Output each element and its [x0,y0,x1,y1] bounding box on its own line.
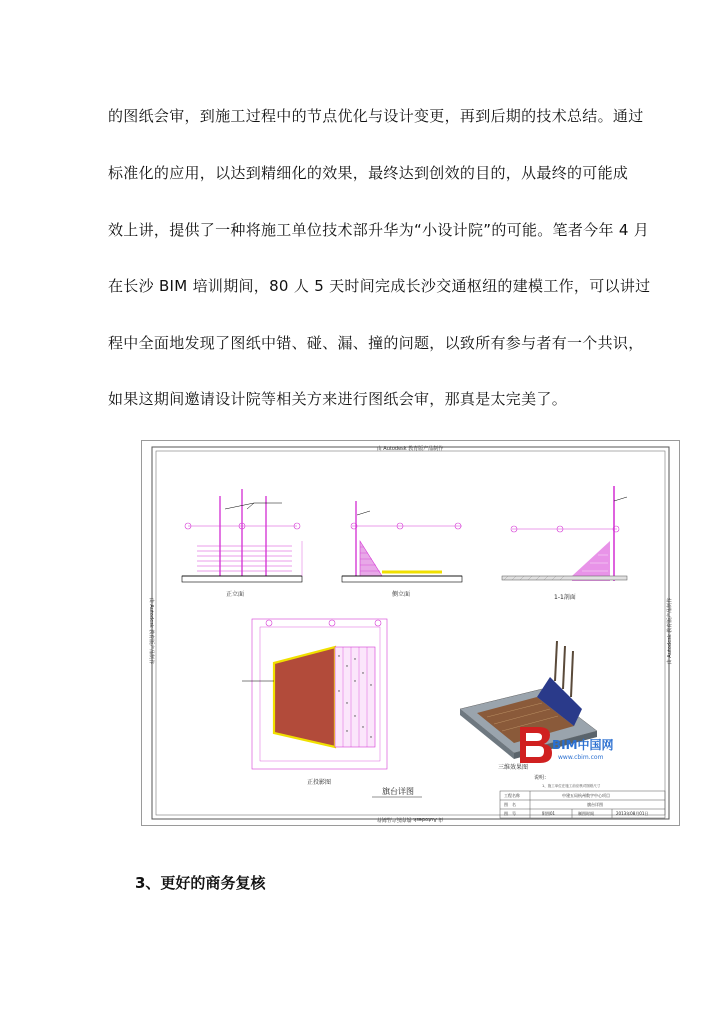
tb-date-value: 2013年08月01日 [616,811,649,816]
paragraph-line: 在长沙 BIM 培训期间，80 人 5 天时间完成长沙交通枢纽的建模工作，可以讲过 [108,277,651,295]
paragraph-line: 效上讲，提供了一种将施工单位技术部升华为“小设计院”的可能。笔者今年 4 月 [108,221,650,239]
notes-label: 说明： [534,775,550,781]
outer-frame [152,447,669,819]
tb-date-label: 制图时间 [578,811,594,816]
section-1-1-label: 1-1剖面 [554,594,576,601]
three-d-label: 三维效果图 [498,764,529,771]
side-elevation-label: 侧立面 [392,591,411,598]
drawing-canvas [142,441,679,825]
tb-project-value: 中建五局杭州数字中心项目 [562,793,610,798]
paragraph-line: 标准化的应用，以达到精细化的效果，最终达到创效的目的，从最终的可能成 [108,164,629,182]
bottom-watermark: 由 Autodesk 教育版产品制作 [376,816,444,822]
paragraph-line: 如果这期间邀请设计院等相关方来进行图纸会审，那真是太完美了。 [108,390,568,408]
drawing-title: 旗台详图 [382,787,414,796]
front-projection-view [242,619,387,786]
notes-text: 1、施工单位在施工前应核对图纸尺寸 [542,784,601,788]
right-watermark: 由 Autodesk 教育版产品制作 [667,597,673,665]
tb-number-value: 附图01 [542,811,556,816]
front-elevation-label: 正立面 [226,591,245,598]
tb-drawing-label: 图 名 [504,802,516,807]
section-1-1-view [502,486,627,601]
front-elevation-view [182,489,302,598]
side-elevation-view [342,501,462,598]
tb-project-label: 工程名称 [504,793,520,798]
top-watermark: 由 Autodesk 教育版产品制作 [376,446,444,452]
logo-url-text: www.cbim.com [558,754,604,761]
cad-drawing-figure [141,440,680,826]
tb-number-label: 图 号 [504,811,516,816]
tb-drawing-value: 旗台详图 [587,802,603,807]
logo-brand-text: BIM中国网 [552,738,614,752]
paragraph-line: 的图纸会审，到施工过程中的节点优化与设计变更，再到后期的技术总结。通过 [108,107,644,125]
three-d-view [460,641,601,788]
front-projection-label: 正投影图 [307,779,332,786]
left-watermark: 由 Autodesk 教育版产品制作 [148,597,154,665]
paragraph-line: 程中全面地发现了图纸中错、碰、漏、撞的问题，以致所有参与者有一个共识， [108,334,644,352]
section-heading: 3、更好的商务复核 [135,874,266,892]
